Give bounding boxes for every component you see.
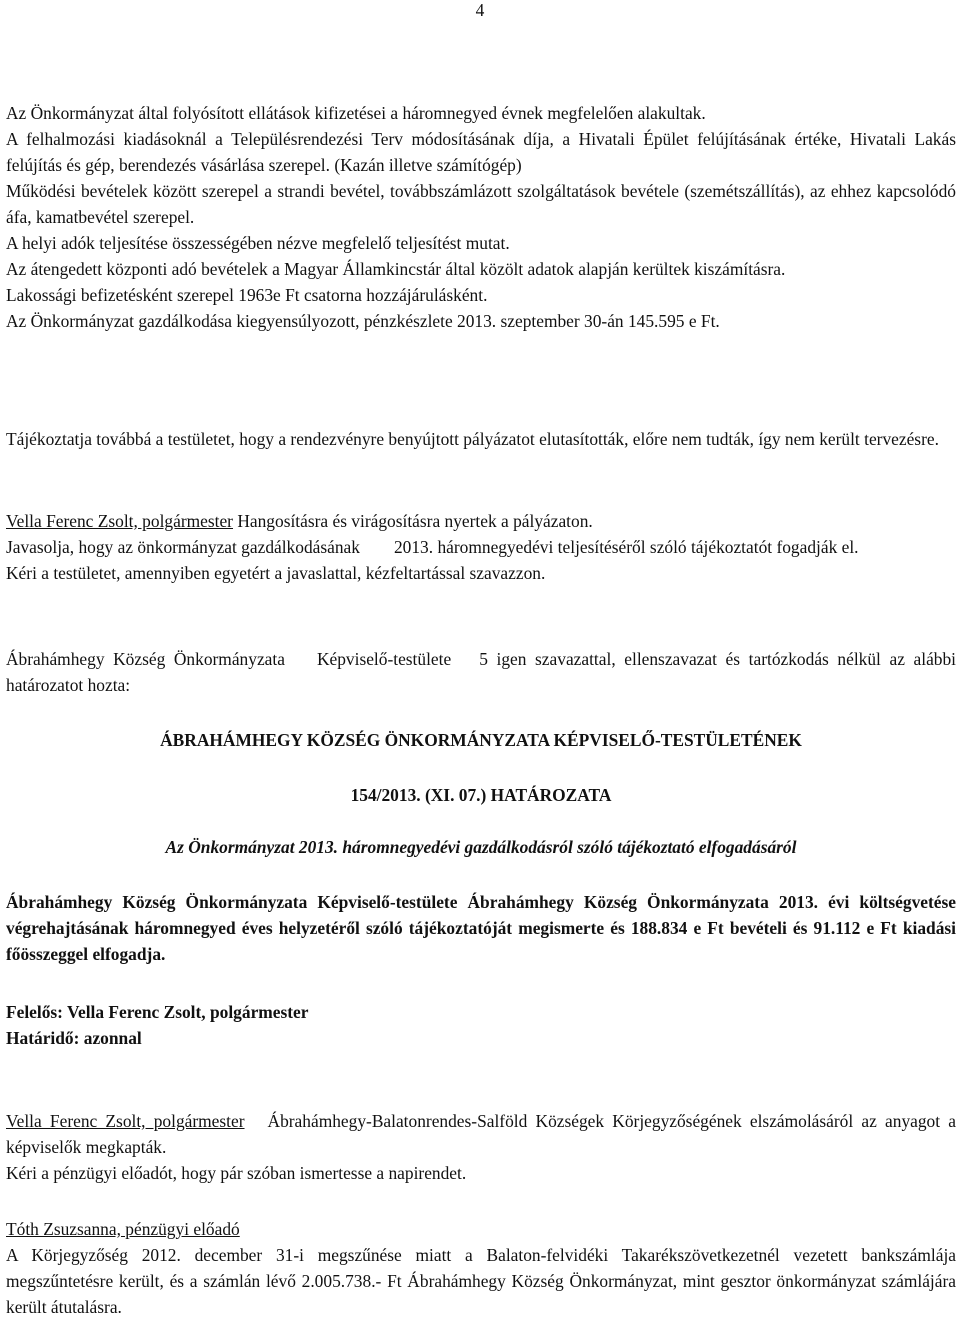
text-line: Ábrahámhegy-Balatonrendes-Salföld Községek Körjegyzőségének elszámolásáról az anyagot a képviselők megkapták.	[6, 1111, 956, 1157]
responsible-line: Felelős: Vella Ferenc Zsolt, polgármester	[6, 1002, 309, 1022]
text-line: Kéri a testületet, amennyiben egyetért a javaslattal, kézfeltartással szavazzon.	[6, 563, 546, 583]
resolution-body: Ábrahámhegy Község Önkormányzata Képviselő-testülete Ábrahámhegy Község Önkormányzata 2013. évi költségvetése végrehajtásának háromnegyed éves helyzetéről szóló tájékoztatóját megismerte és 188.834 e Ft bevételi és 91.112 e Ft kiadási főösszeggel elfogadja.	[6, 892, 956, 964]
officer-statement	[6, 1216, 956, 1320]
text-line: Kéri a pénzügyi előadót, hogy pár szóban ismertesse a napirendet.	[6, 1163, 467, 1183]
resolution-heading-block	[6, 727, 956, 753]
text-line: Az Önkormányzat gazdálkodása kiegyensúlyozott, pénzkészlete 2013. szeptember 30-án 145.595 e Ft.	[6, 311, 720, 331]
text-line: Tájékoztatja továbbá a testületet, hogy a rendezvényre benyújtott pályázatot elutasították, előre nem tudták, így nem került tervezésre.	[6, 429, 939, 449]
text-line: A felhalmozási kiadásoknál a Településrendezési Terv módosításának díja, a Hivatali Épület felújításának értéke, Hivatali Lakás felújítás és gép, berendezés vásárlása szerepel. (Kazán illetve számítógép)	[6, 129, 956, 175]
text-line: A helyi adók teljesítése összességében nézve megfelelő teljesítést mutat.	[6, 233, 510, 253]
text-line: 5 igen szavazattal, ellenszavazat és tartózkodás nélkül az alábbi határozatot hozta:	[6, 649, 957, 695]
report-paragraph	[6, 100, 956, 334]
resolution-number: 154/2013. (XI. 07.) HATÁROZATA	[350, 785, 612, 805]
mayor-statement	[6, 1108, 956, 1186]
text-line: 2013. háromnegyedévi teljesítéséről szóló tájékoztatót fogadják el.	[393, 537, 859, 557]
text-line: Hangosításra és virágosításra nyertek a pályázaton.	[232, 511, 593, 531]
text-line: A Körjegyzőség 2012. december 31-i megszűnése miatt a Balaton-felvidéki Takarékszövetkezetnél vezetett bankszámlája megszűntetésre került, és a számlán lévő 2.005.738.- Ft Ábrahámhegy Község Önkormányzat, mint gesztor önkormányzat számlájára került átutalásra.	[6, 1245, 956, 1317]
text-line: Lakossági befizetésként szerepel 1963e Ft csatorna hozzájárulásként.	[6, 285, 488, 305]
resolution-subject-block	[6, 834, 956, 860]
text-line: Az átengedett központi adó bevételek a Magyar Államkincstár által közölt adatok alapján kerültek kiszámításra.	[6, 259, 786, 279]
info-paragraph	[6, 426, 956, 452]
page-number: 4	[475, 0, 485, 20]
text-line: Képviselő-testülete	[316, 649, 452, 669]
speaker-name: Vella Ferenc Zsolt, polgármester	[6, 511, 233, 531]
text-line: Működési bevételek között szerepel a strandi bevétel, továbbszámlázott szolgáltatások bevétele (szemétszállítás), az ehhez kapcsolódó áfa, kamatbevétel szerepel.	[6, 181, 956, 227]
vote-statement	[6, 646, 956, 698]
resolution-number-block	[6, 782, 956, 808]
resolution-heading: ÁBRAHÁMHEGY KÖZSÉG ÖNKORMÁNYZATA KÉPVISELŐ-TESTÜLETÉNEK	[160, 730, 802, 750]
speaker-name: Tóth Zsuzsanna, pénzügyi előadó	[6, 1219, 240, 1239]
text-line: Ábrahámhegy Község Önkormányzata	[6, 649, 285, 669]
text-line: Az Önkormányzat által folyósított ellátások kifizetései a háromnegyed évnek megfelelően alakultak.	[6, 103, 706, 123]
deadline-line: Határidő: azonnal	[6, 1028, 142, 1048]
speaker-name: Vella Ferenc Zsolt, polgármester	[6, 1111, 245, 1131]
responsible-block	[6, 999, 956, 1051]
mayor-proposal	[6, 508, 956, 586]
resolution-body-block	[6, 889, 956, 967]
resolution-subject: Az Önkormányzat 2013. háromnegyedévi gazdálkodásról szóló tájékoztató elfogadásáról	[165, 837, 797, 857]
text-line: Javasolja, hogy az önkormányzat gazdálkodásának	[6, 537, 360, 557]
